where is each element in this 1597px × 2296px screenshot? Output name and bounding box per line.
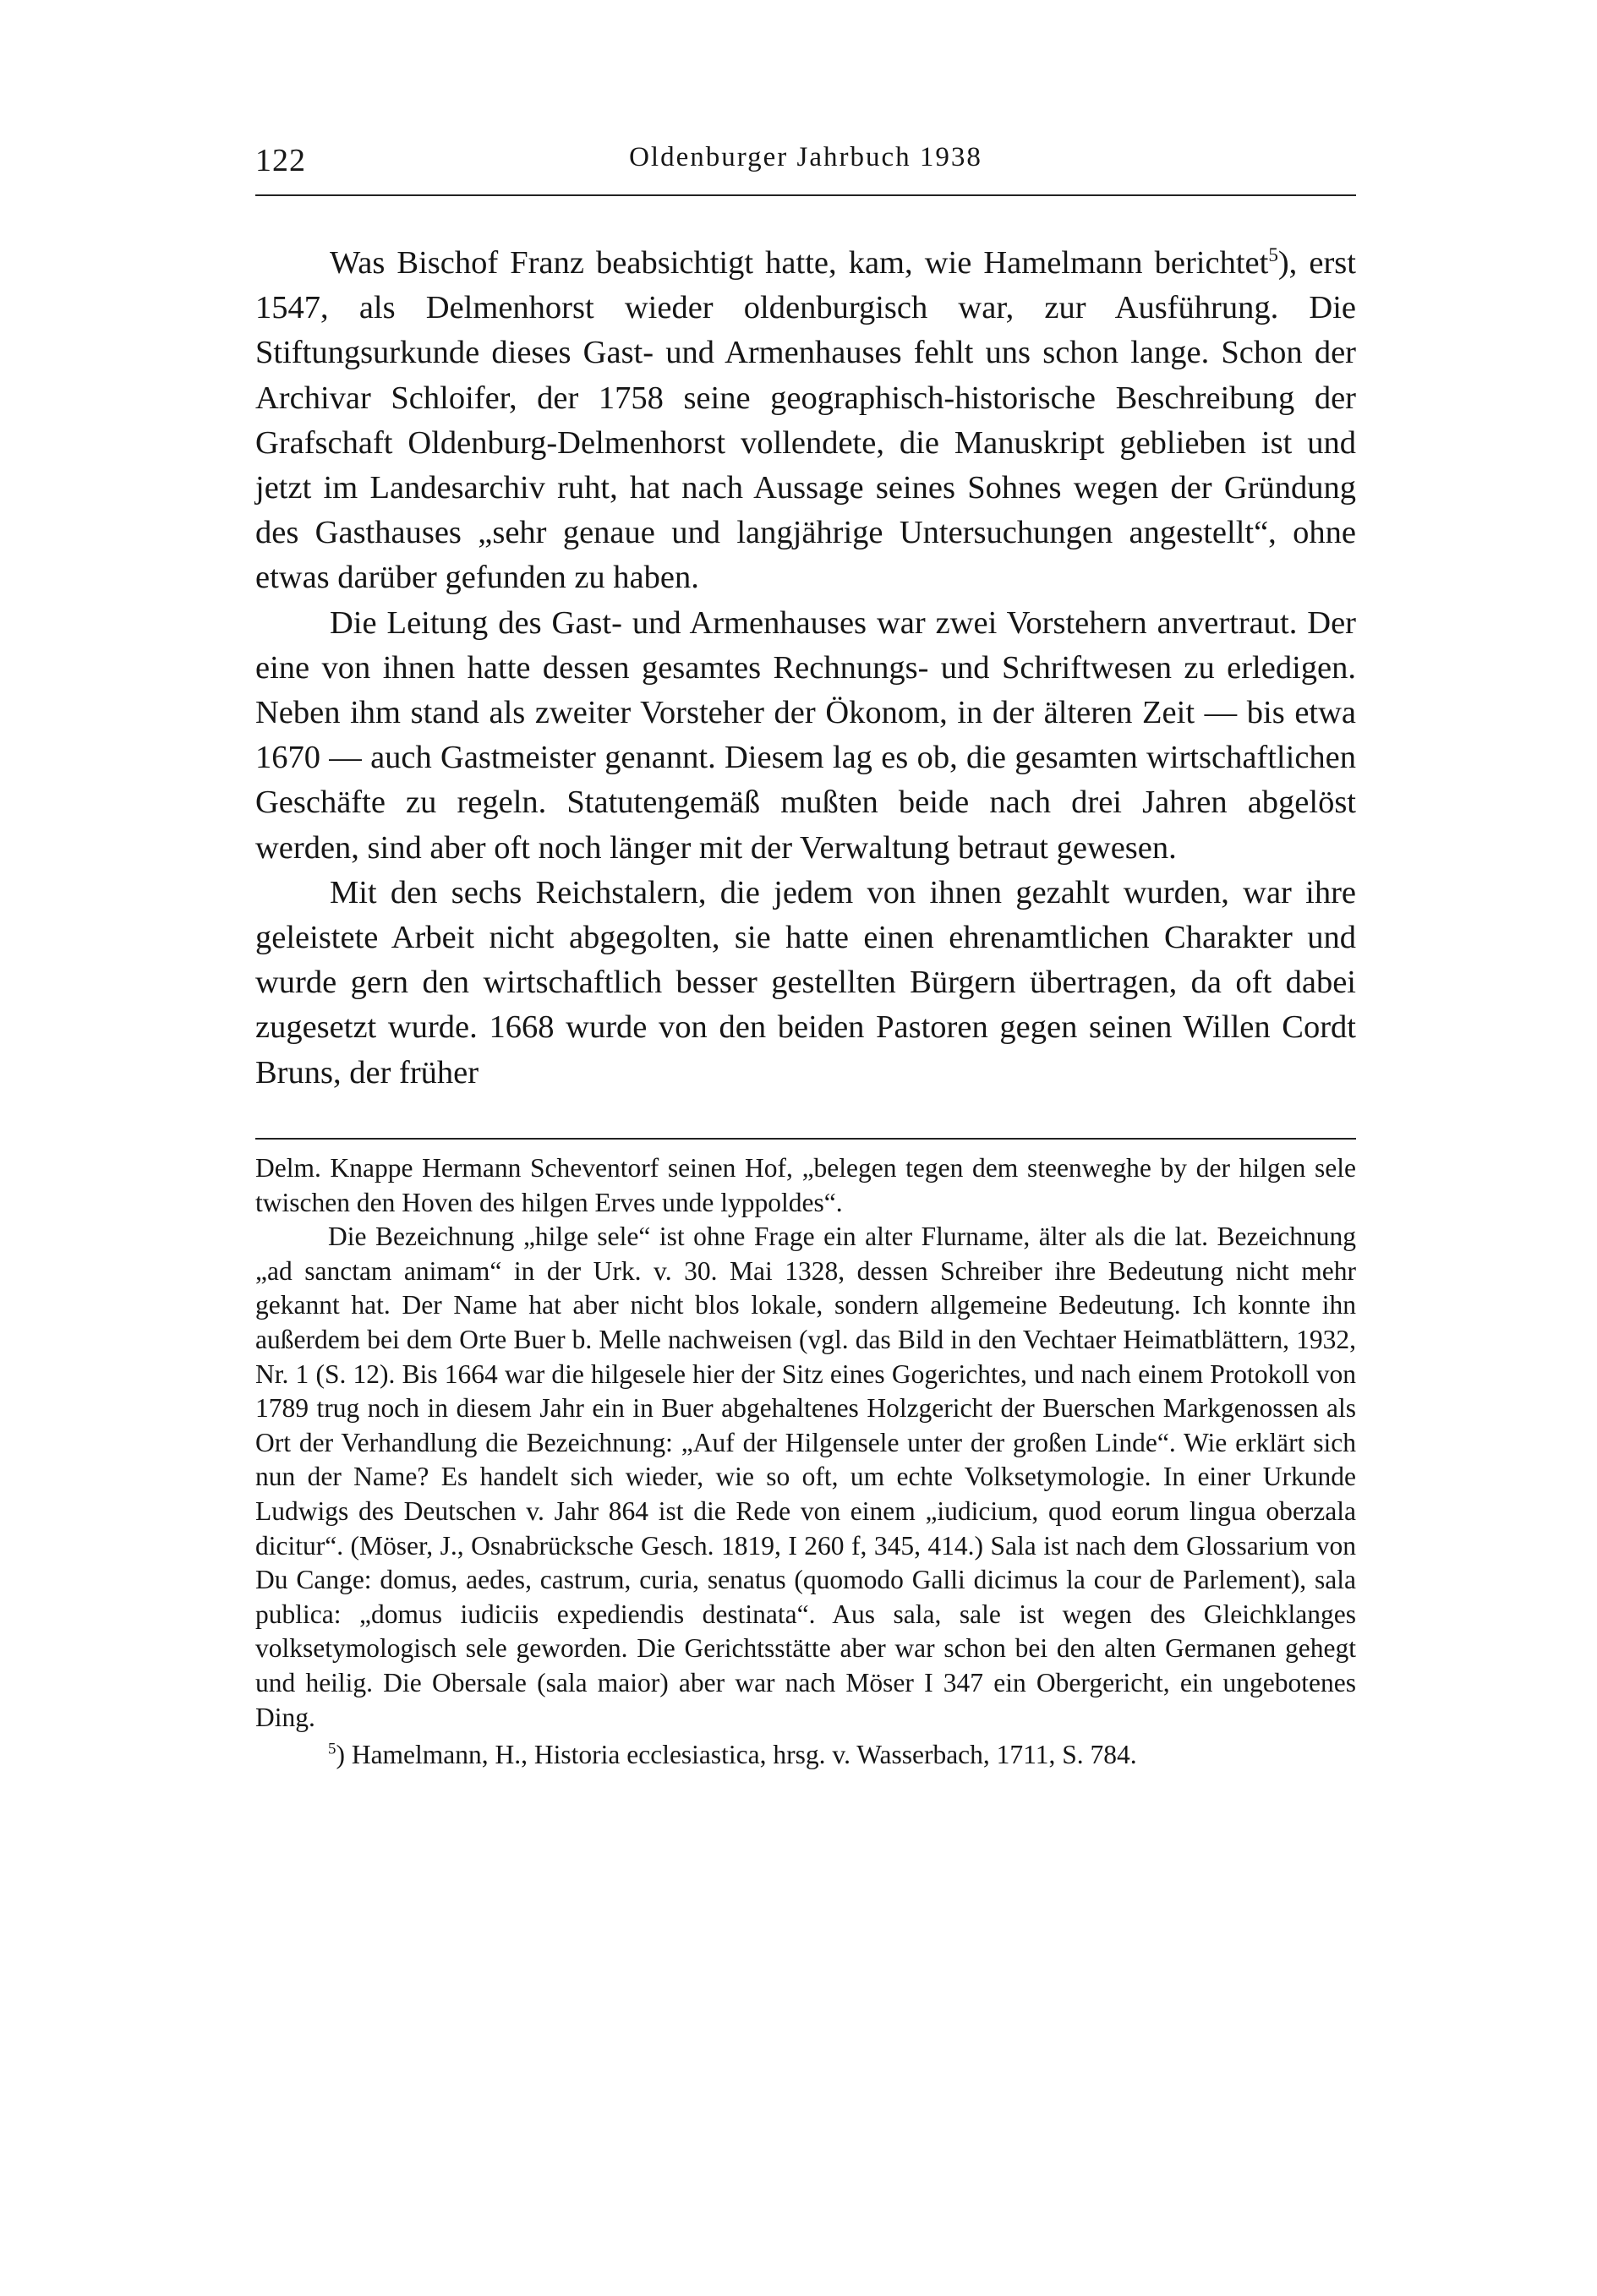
footnote-5-text: ) Hamelmann, H., Historia ecclesiastica, hrsg. v. Wasserbach, 1711, S. 784. [336, 1740, 1137, 1770]
footnote-5-marker: 5 [328, 1740, 336, 1758]
footnote-reference-5: 5 [1268, 243, 1278, 266]
footnotes [255, 1151, 1356, 1773]
footnote-paragraph: Die Bezeichnung „hilge sele“ ist ohne Frage ein alter Flurname, älter als die lat. Bezeichnung „ad sanctam animam“ in der Urk. v. 30. Mai 1328, dessen Schreiber ihre Bedeutung nicht mehr gekannt hat. Der Name hat aber nicht blos lokale, sondern allgemeine Bedeutung. Ich konnte ihn außerdem bei dem Orte Buer b. Melle nachweisen (vgl. das Bild in den Vechtaer Heimatblättern, 1932, Nr. 1 (S. 12). Bis 1664 war die hilgesele hier der Sitz eines Gogerichtes, und nach einem Protokoll von 1789 trug noch in diesem Jahr ein in Buer abgehaltenes Holzgericht der Buerschen Markgenossen als Ort der Verhandlung die Bezeichnung: „Auf der Hilgensele unter der großen Linde“. Wie erklärt sich nun der Name? Es handelt sich wieder, wie so oft, um echte Volksetymologie. In einer Urkunde Ludwigs des Deutschen v. Jahr 864 ist die Rede von einem „iudicium, quod eorum lingua oberzala dicitur“. (Möser, J., Osnabrücksche Gesch. 1819, I 260 f, 345, 414.) Sala ist nach dem Glossarium von Du Cange: domus, aedes, castrum, curia, senatus (quomodo Galli dicimus la cour de Parlement), sala publica: „domus iudiciis expediendis destinata“. Aus sala, sale ist wegen des Gleichklanges volksetymologisch sele geworden. Die Gerichtsstätte aber war schon bei den alten Germanen gehegt und heilig. Die Obersale (sala maior) aber war nach Möser I 347 ein Obergericht, ein ungebotenes Ding. [255, 1222, 1356, 1732]
body-paragraph-1-text-a: Was Bischof Franz beabsichtigt hatte, kam, wie Hamelmann berichtet [330, 245, 1269, 281]
footnote-rule [255, 1138, 1356, 1140]
body-paragraph-1-text-b: ), erst 1547, als Delmenhorst wieder oldenburgisch war, zur Ausführung. Die Stiftungsurkunde dieses Gast- und Armenhauses fehlt uns schon lange. Schon der Archivar Schloifer, der 1758 seine geographisch-historische Beschreibung der Grafschaft Oldenburg-Delmenhorst vollendete, die Manuskript geblieben ist und jetzt im Landesarchiv ruht, hat nach Aussage seines Sohnes wegen der Gründung des Gasthauses „sehr genaue und langjährige Untersuchungen angestellt“, ohne etwas darüber gefunden zu haben. [255, 245, 1356, 596]
page-header [255, 142, 1356, 193]
body-paragraph-3: Mit den sechs Reichstalern, die jedem von ihnen gezahlt wurden, war ihre geleistete Arbeit nicht abgegolten, sie hatte einen ehrenamtlichen Charakter und wurde gern den wirtschaftlich besser gestellten Bürgern übertragen, da oft dabei zugesetzt wurde. 1668 wurde von den beiden Pastoren gegen seinen Willen Cordt Bruns, der früher [255, 874, 1356, 1091]
header-rule [255, 194, 1356, 196]
body-paragraph-2: Die Leitung des Gast- und Armenhauses war zwei Vorstehern anvertraut. Der eine von ihnen hatte dessen gesamtes Rechnungs- und Schriftwesen zu erledigen. Neben ihm stand als zweiter Vorsteher der Ökonom, in der älteren Zeit — bis etwa 1670 — auch Gastmeister genannt. Diesem lag es ob, die gesamten wirtschaftlichen Geschäfte zu regeln. Statutengemäß mußten beide nach drei Jahren abgelöst werden, sind aber oft noch länger mit der Verwaltung betraut gewesen. [255, 604, 1356, 866]
body-paragraph-1 [255, 241, 1356, 601]
running-title: Oldenburger Jahrbuch 1938 [629, 142, 982, 172]
page-number: 122 [255, 143, 306, 178]
footnote-continued: Delm. Knappe Hermann Scheventorf seinen Hof, „belegen tegen dem steenweghe by der hilgen sele twischen den Hoven des hilgen Erves unde lyppoldes“. [255, 1153, 1356, 1217]
footnote-5 [255, 1738, 1356, 1773]
main-text [255, 241, 1356, 1096]
